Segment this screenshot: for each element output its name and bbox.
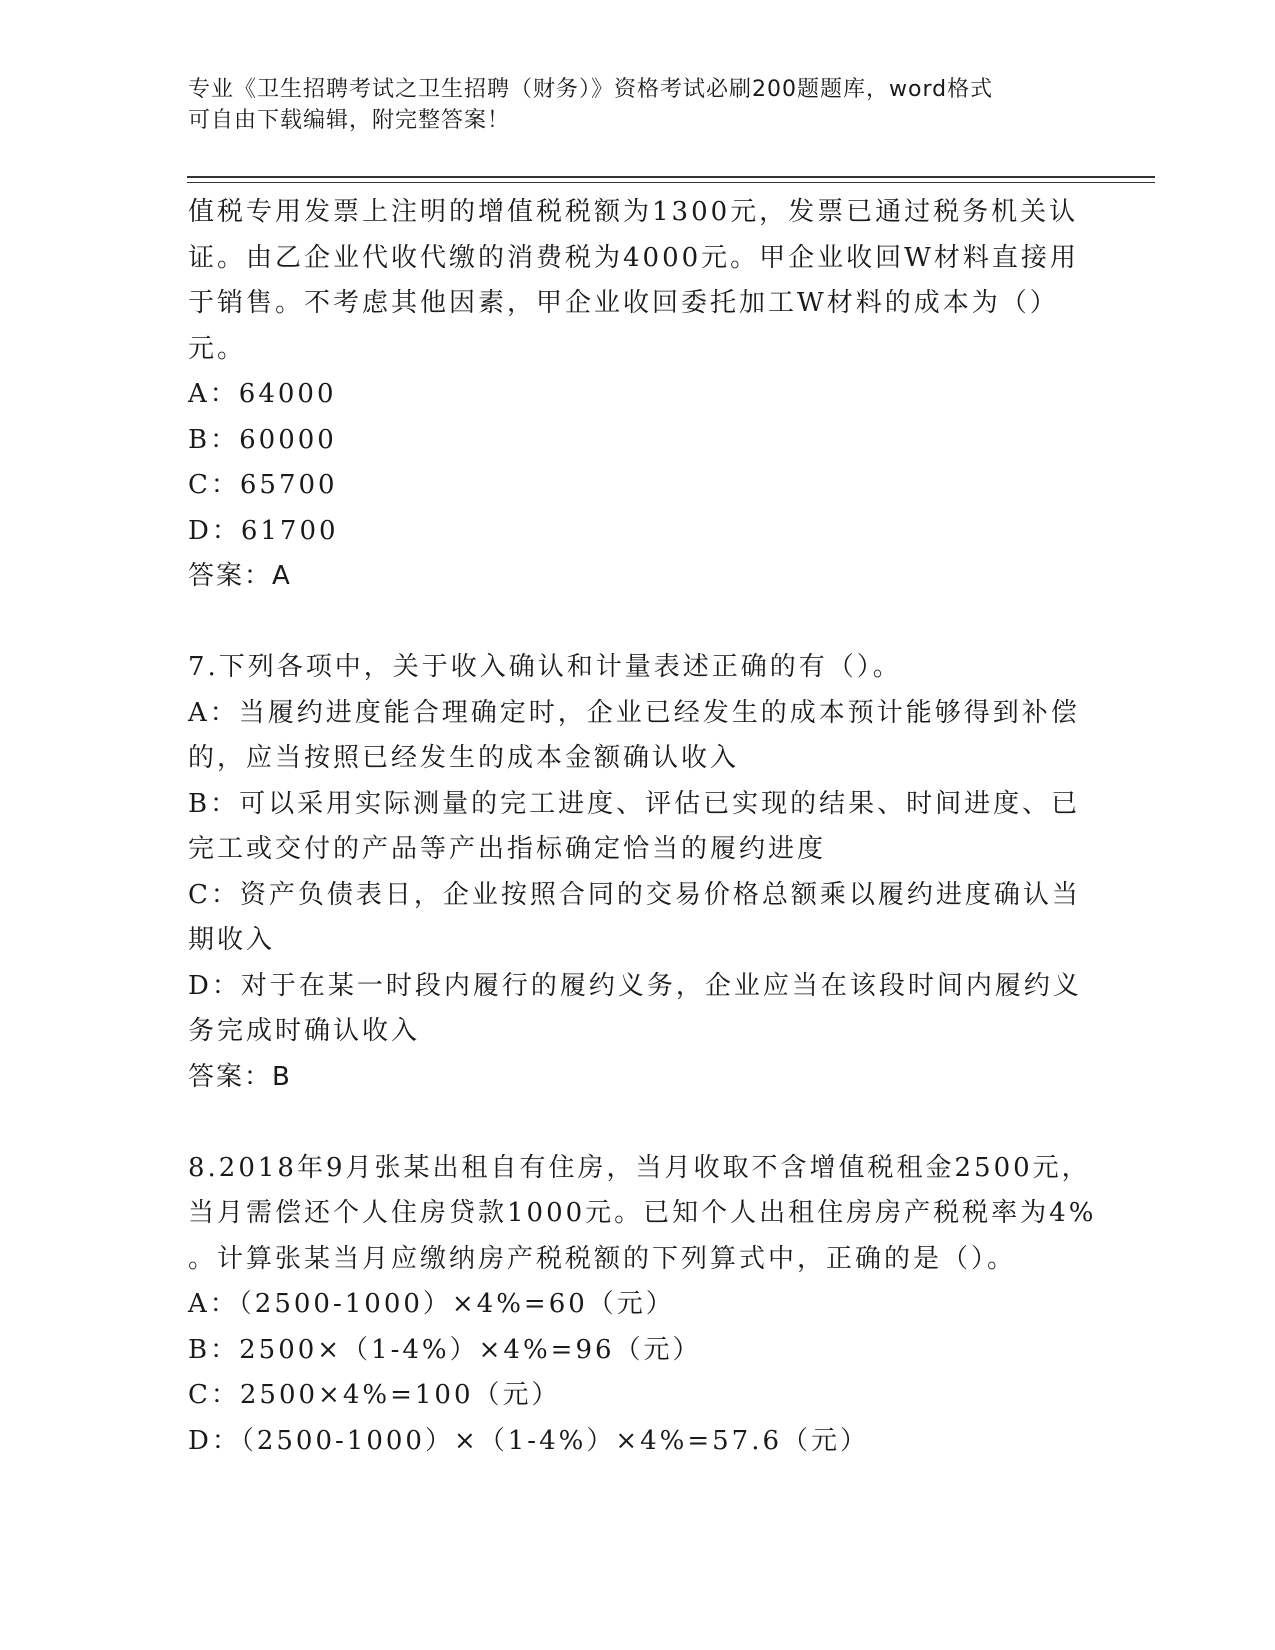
option-b: B：可以采用实际测量的完工进度、评估已实现的结果、时间进度、已	[188, 788, 1081, 819]
option-a: A：当履约进度能合理确定时，企业已经发生的成本预计能够得到补偿	[188, 697, 1080, 728]
document-body	[188, 190, 1097, 1464]
header-divider-thin	[187, 182, 1155, 183]
question-stem-line: 证。由乙企业代收代缴的消费税为4000元。甲企业收回W材料直接用	[188, 242, 1079, 273]
header-line-2: 可自由下载编辑，附完整答案！	[188, 108, 511, 133]
question-stem-line: 。计算张某当月应缴纳房产税税额的下列算式中，正确的是（）。	[188, 1243, 1017, 1274]
option-d: D：（2500-1000）×（1-4%）×4%=57.6（元）	[188, 1425, 870, 1456]
header-line-1: 专业《卫生招聘考试之卫生招聘（财务）》资格考试必刷200题题库，word格式	[188, 77, 994, 102]
option-b-continued: 完工或交付的产品等产出指标确定恰当的履约进度	[188, 834, 827, 864]
option-b: B：60000	[188, 424, 337, 455]
question-stem-line: 值税专用发票上注明的增值税税额为1300元，发票已通过税务机关认	[188, 197, 1079, 227]
header-divider-thick	[187, 176, 1155, 178]
question-stem-line: 于销售。不考虑其他因素，甲企业收回委托加工W材料的成本为（）	[188, 288, 1059, 318]
answer-label: 答案：B	[188, 1061, 292, 1092]
option-b: B：2500×（1-4%）×4%=96（元）	[188, 1334, 702, 1365]
spacer	[188, 1100, 1088, 1146]
option-a: A：64000	[188, 379, 337, 409]
option-d: D：对于在某一时段内履行的履约义务，企业应当在该段时间内履约义	[188, 970, 1082, 1001]
option-c: C：资产负债表日，企业按照合同的交易价格总额乘以履约进度确认当	[188, 879, 1081, 910]
option-a-continued: 的，应当按照已经发生的成本金额确认收入	[188, 743, 740, 773]
option-d-continued: 务完成时确认收入	[188, 1016, 421, 1046]
question-7	[188, 645, 1088, 1100]
question-6	[188, 190, 1088, 600]
option-c-continued: 期收入	[188, 925, 276, 955]
question-stem-line: 8.2018年9月张某出租自有住房，当月收取不含增值税租金2500元，	[188, 1152, 1091, 1183]
option-d: D：61700	[188, 515, 339, 546]
spacer	[188, 600, 1088, 646]
answer-label: 答案：A	[188, 561, 292, 591]
option-a: A：（2500-1000）×4%=60（元）	[188, 1289, 675, 1319]
option-c: C：65700	[188, 470, 338, 500]
question-stem-line: 元。	[188, 333, 247, 364]
document-header	[188, 74, 1068, 136]
option-c: C：2500×4%=100（元）	[188, 1380, 561, 1410]
question-stem-line: 7.下列各项中，关于收入确认和计量表述正确的有（）。	[188, 652, 902, 682]
question-8	[188, 1146, 1097, 1465]
question-stem-line: 当月需偿还个人住房贷款1000元。已知个人出租住房房产税税率为4%	[188, 1198, 1097, 1228]
